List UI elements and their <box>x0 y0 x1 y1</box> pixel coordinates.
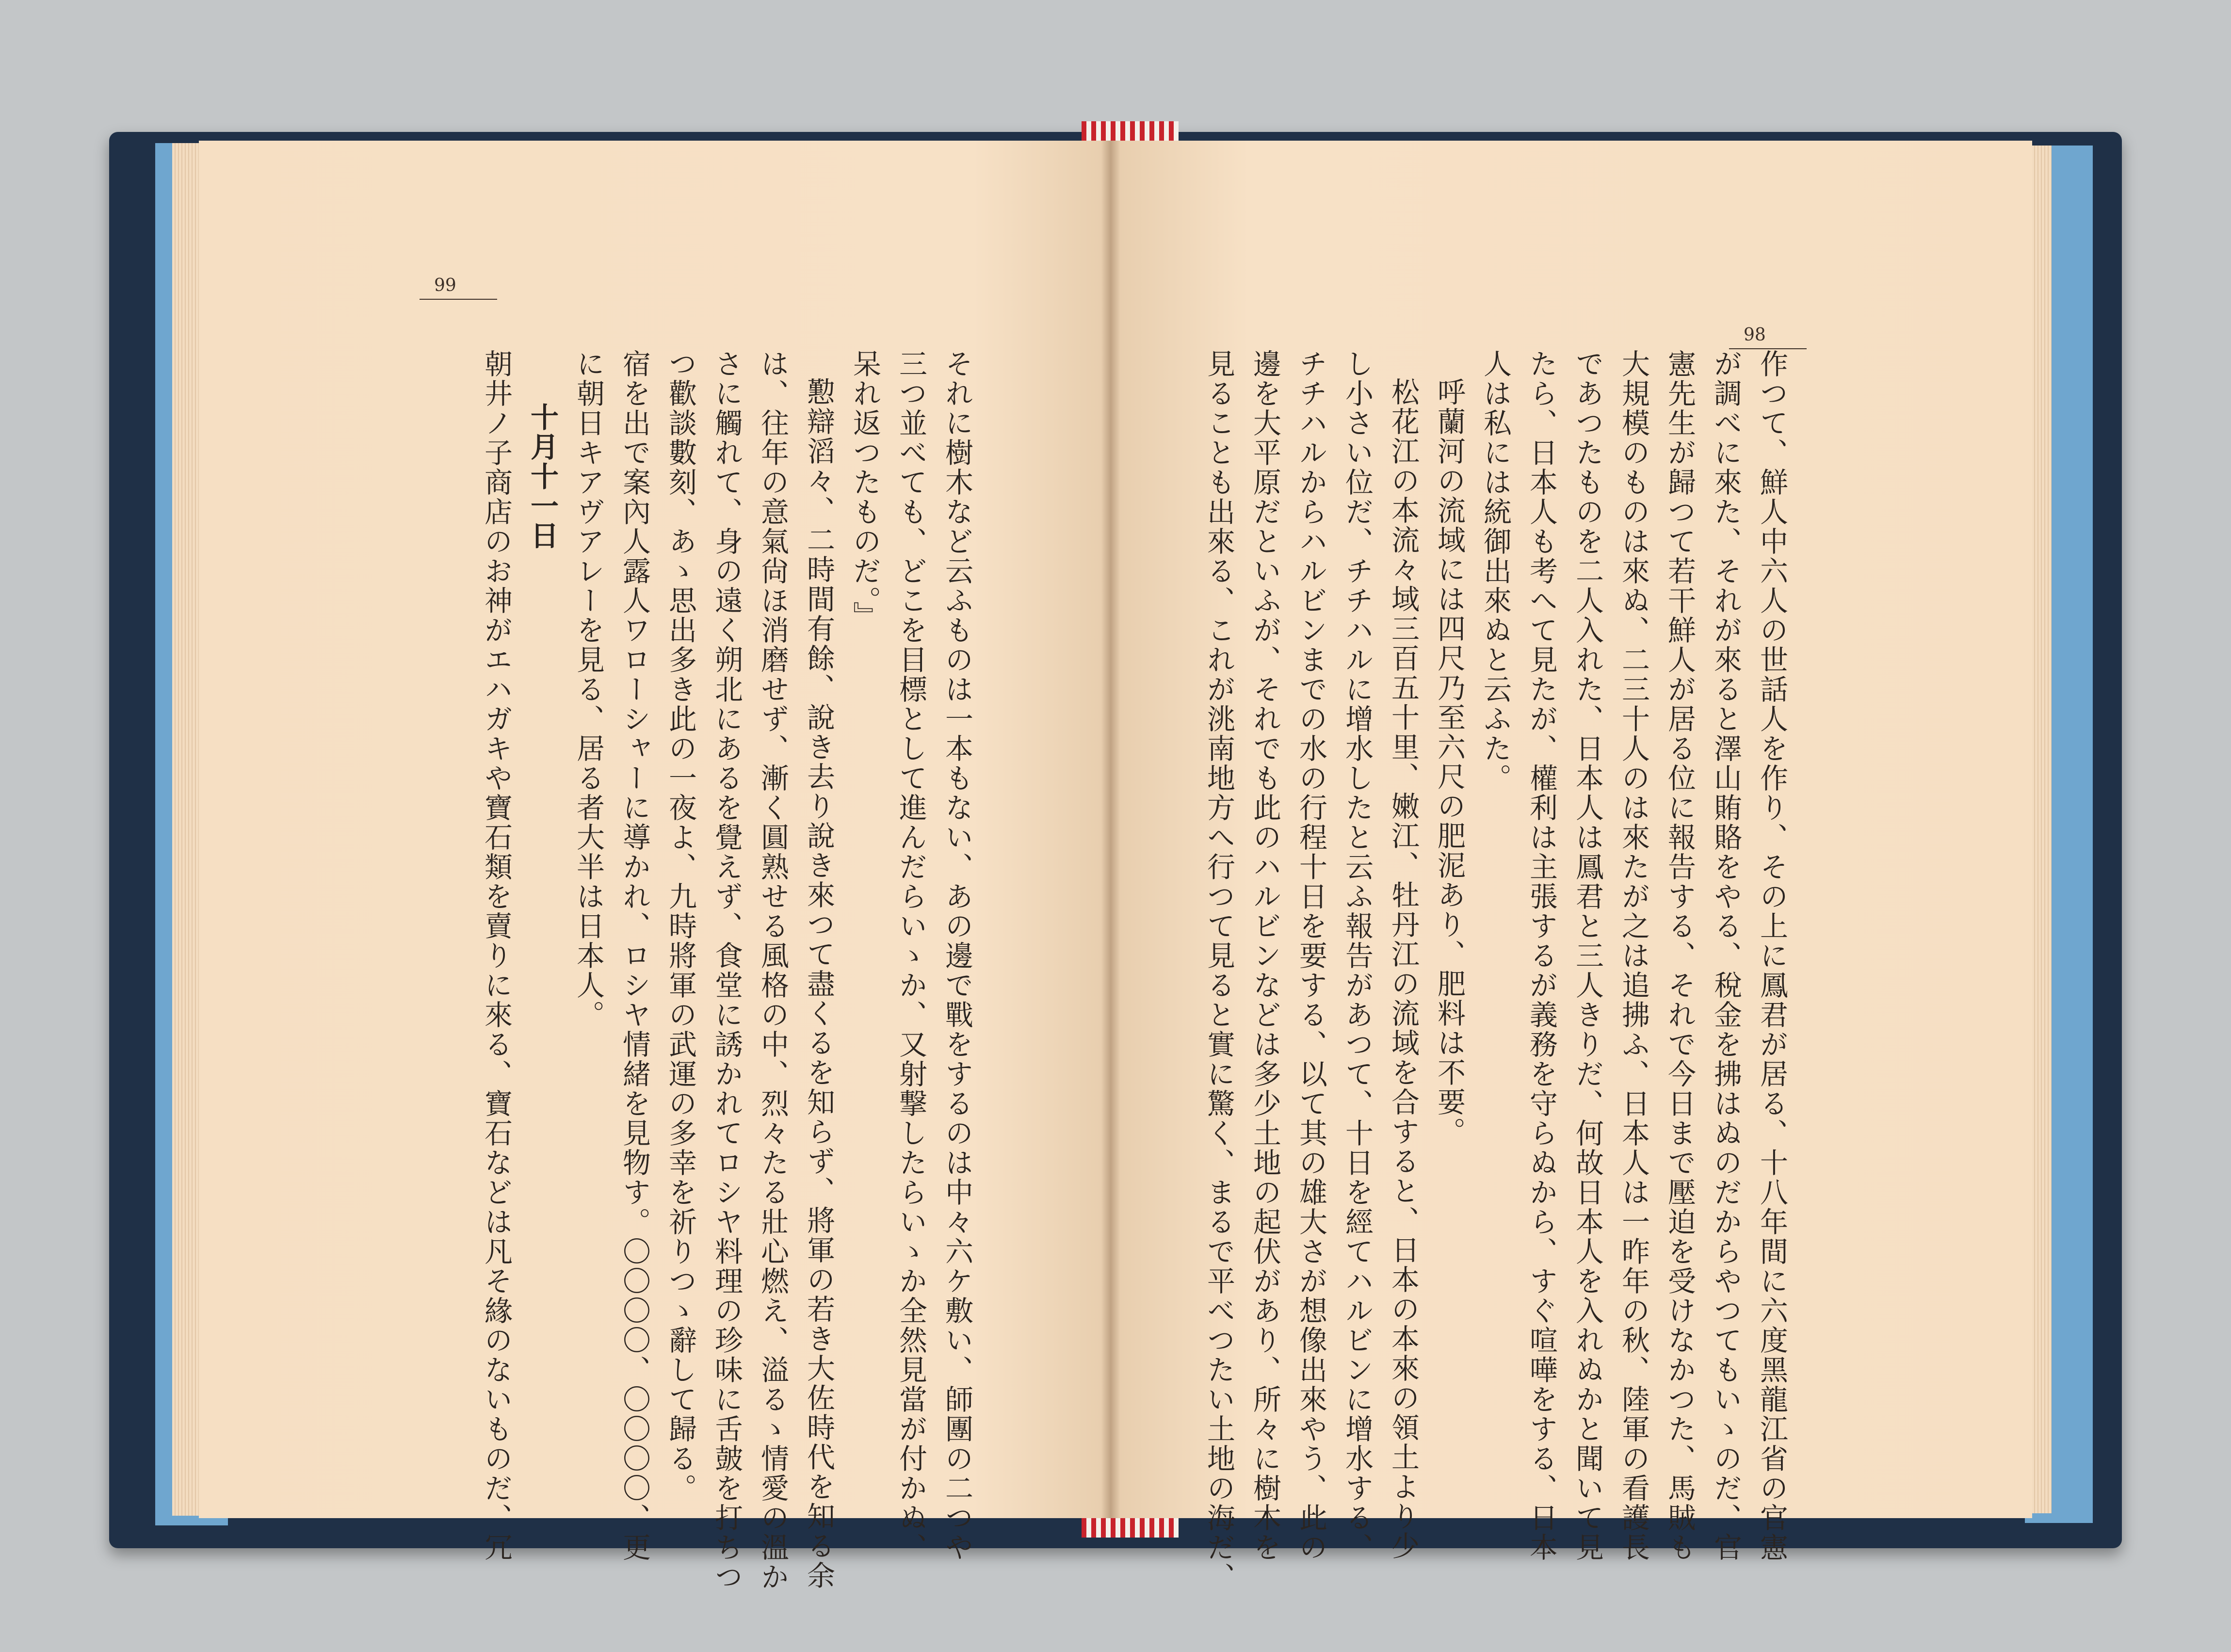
text-line: 呼蘭河の流域には四尺乃至六尺の肥泥あり、肥料は不要。 <box>1433 377 1466 1147</box>
book-gutter <box>1101 141 1120 1518</box>
page-number-left-text: 99 <box>434 275 456 295</box>
left-page <box>199 141 1111 1592</box>
right-page <box>1111 141 2032 1592</box>
text-line: し小さい位だ、チチハルに增水したと云ふ報告があつて、十日を經てハルビンに增水する、 <box>1341 349 1374 1562</box>
page-number-left <box>434 275 456 295</box>
page-number-right <box>1744 325 1766 345</box>
text-line: 憲先生が歸つて若干鮮人が居る位に報告する、それで今日まで壓迫を受けなかつた、馬賊も <box>1663 349 1696 1562</box>
text-line: たら、日本人も考へて見たが、權利は主張するが義務を守らぬから、すぐ喧嘩をする、日本 <box>1525 349 1558 1562</box>
text-line: 懃辯滔々、二時間有餘、說き去り說き來つて盡くるを知らず、將軍の若き大佐時代を知る余 <box>802 377 835 1590</box>
text-line: それに樹木など云ふものは一本もない、あの邊で戰をするのは中々六ケ敷い、師團の二つや <box>940 349 973 1562</box>
text-line: 呆れ返つたものだ。』 <box>848 349 881 631</box>
right-page-text <box>1193 349 1794 1592</box>
text-line: 大規模のものは來ぬ、二三十人のは來たが之は追拂ふ、日本人は一昨年の秋、陸軍の看護長 <box>1617 349 1650 1562</box>
text-line: 朝井ノ子商店のお神がエハガキや寶石類を賣りに來る、寶石などは凡そ緣のないものだ、冗 <box>480 349 513 1562</box>
text-line: 人は私には統御出來ぬと云ふた。 <box>1479 349 1512 793</box>
text-line: 作つて、鮮人中六人の世話人を作り、その上に鳳君が居る、十八年間に六度黑龍江省の官憲 <box>1755 349 1788 1562</box>
text-line: が調べに來た、それが來ると澤山賄賂をやる、稅金を拂はぬのだからやつてもいゝのだ、官 <box>1709 349 1742 1562</box>
text-line: 松花江の本流々域三百五十里、嫩江、牡丹江の流域を合すると、日本の本來の領土より少 <box>1387 377 1420 1561</box>
text-line: であつたものを二人入れた、日本人は鳳君と三人きりだ、何故日本人を入れぬかと聞いて見 <box>1571 349 1604 1562</box>
text-line: 宿を出で案內人露人ワローシャーに導かれ、ロシヤ情緒を見物す。〇〇〇〇、〇〇〇〇、更 <box>618 349 651 1562</box>
text-line: 三つ並べても、どこを目標として進んだらいゝか、又射撃したらいゝか全然見當が付かぬ、 <box>894 349 927 1562</box>
text-line: に朝日キアヴアレーを見る、居る者大半は日本人。 <box>572 349 605 1030</box>
left-page-text <box>417 349 980 1592</box>
page-number-rule <box>420 299 497 300</box>
date-heading: 十月十一日 <box>526 403 559 551</box>
page-number-right-text: 98 <box>1744 325 1766 345</box>
text-line: さに觸れて、身の遠く朔北にあるを覺えず、食堂に誘かれてロシヤ料理の珍味に舌皷を打ちつ <box>710 349 743 1592</box>
text-line: 邊を大平原だといふが、それでも此のハルビンなどは多少土地の起伏があり、所々に樹木を <box>1248 349 1281 1562</box>
text-line: は、往年の意氣尙ほ消磨せず、漸く圓熟せる風格の中、烈々たる壯心燃え、溢るゝ情愛の溫か <box>756 349 789 1592</box>
text-line: 見ることも出來る、これが洮南地方へ行つて見ると實に驚く、まるで平べつたい土地の海だ、 <box>1202 349 1235 1592</box>
text-line: つ歡談數刻、あゝ思出多き此の一夜よ、九時將軍の武運の多幸を祈りつゝ辭して歸る。 <box>664 349 697 1503</box>
text-line: チチハルからハルビンまでの水の行程十日を要する、以て其の雄大さが想像出來やう、此の <box>1294 349 1327 1562</box>
